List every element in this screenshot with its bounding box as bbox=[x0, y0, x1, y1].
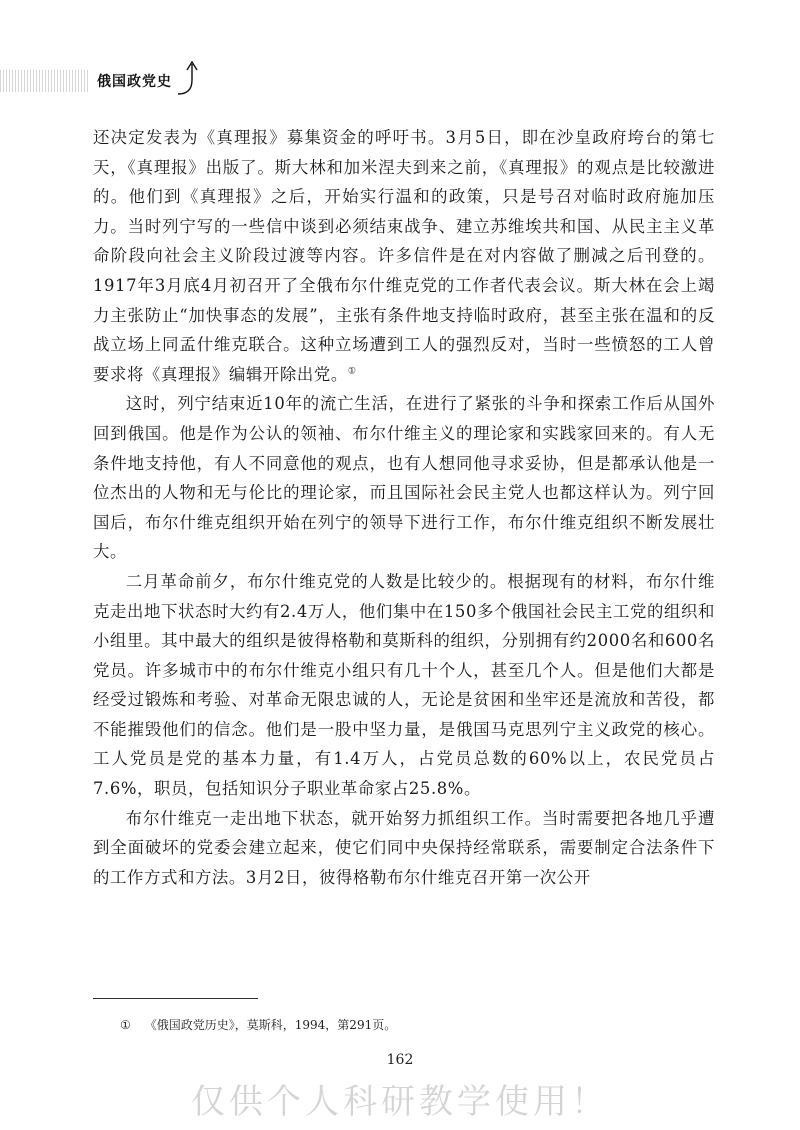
paragraph-1-text: 还决定发表为《真理报》募集资金的呼吁书。3月5日，即在沙皇政府垮台的第七天，《真理报》出版了。斯大林和加米涅夫到来之前，《真理报》的观点是比较激进的。他们到《真理报》之后，开始实行温和的政策，只是号召对临时政府施加压力。当时列宁写的一些信中谈到必须结束战争、建立苏维埃共和国、从民主主义革命阶段向社会主义阶段过渡等内容。许多信件是在对内容做了删减之后刊登的。1917年3月底4月初召开了全俄布尔什维克党的工作者代表会议。斯大林在会上竭力主张防止“加快事态的发展”，主张有条件地支持临时政府，甚至主张在温和的反战立场上同孟什维克联合。这种立场遭到工人的强烈反对，当时一些愤怒的工人曾要求将《真理报》编辑开除出党。 bbox=[93, 128, 715, 384]
footnote bbox=[120, 1016, 396, 1033]
footnote-divider bbox=[93, 998, 258, 999]
paragraph-1 bbox=[93, 123, 715, 389]
paragraph-2: 这时，列宁结束近10年的流亡生活，在进行了紧张的斗争和探索工作后从国外回到俄国。他是作为公认的领袖、布尔什维主义的理论家和实践家回来的。有人无条件地支持他，有人不同意他的观点，也有人想同他寻求妥协，但是都承认他是一位杰出的人物和无与伦比的理论家，而且国际社会民主党人也都这样认为。列宁回国后，布尔什维克组织开始在列宁的领导下进行工作，布尔什维克组织不断发展壮大。 bbox=[93, 394, 715, 562]
footnote-text: 《俄国政党历史》，莫斯科，1994，第291页。 bbox=[144, 1018, 397, 1032]
header-hatch-decoration bbox=[0, 70, 88, 92]
main-text bbox=[93, 123, 715, 892]
header-arrow-icon bbox=[176, 58, 206, 100]
watermark: 仅供个人科研教学使用！ bbox=[191, 1082, 609, 1122]
footnote-mark: ① bbox=[120, 1018, 131, 1032]
paragraph-4: 布尔什维克一走出地下状态，就开始努力抓组织工作。当时需要把各地几乎遭到全面破坏的党委会建立起来，使它们同中央保持经常联系，需要制定合法条件下的工作方式和方法。3月2日，彼得格勒布尔什维克召开第一次公开 bbox=[93, 808, 715, 887]
footnote-reference[interactable]: ① bbox=[347, 366, 357, 377]
page-number: 162 bbox=[386, 1052, 414, 1068]
running-header-title: 俄国政党史 bbox=[97, 74, 172, 90]
running-header bbox=[0, 64, 210, 98]
paragraph-3: 二月革命前夕，布尔什维克党的人数是比较少的。根据现有的材料，布尔什维克走出地下状态时大约有2.4万人，他们集中在150多个俄国社会民主工党的组织和小组里。其中最大的组织是彼得格勒和莫斯科的组织，分别拥有约2000名和600名党员。许多城市中的布尔什维克小组只有几十个人，甚至几个人。但是他们大都是经受过锻炼和考验、对革命无限忠诚的人，无论是贫困和坐牢还是流放和苦役，都不能摧毁他们的信念。他们是一股中坚力量，是俄国马克思列宁主义政党的核心。工人党员是党的基本力量，有1.4万人，占党员总数的60%以上，农民党员占7.6%，职员，包括知识分子职业革命家占25.8%。 bbox=[93, 571, 715, 799]
